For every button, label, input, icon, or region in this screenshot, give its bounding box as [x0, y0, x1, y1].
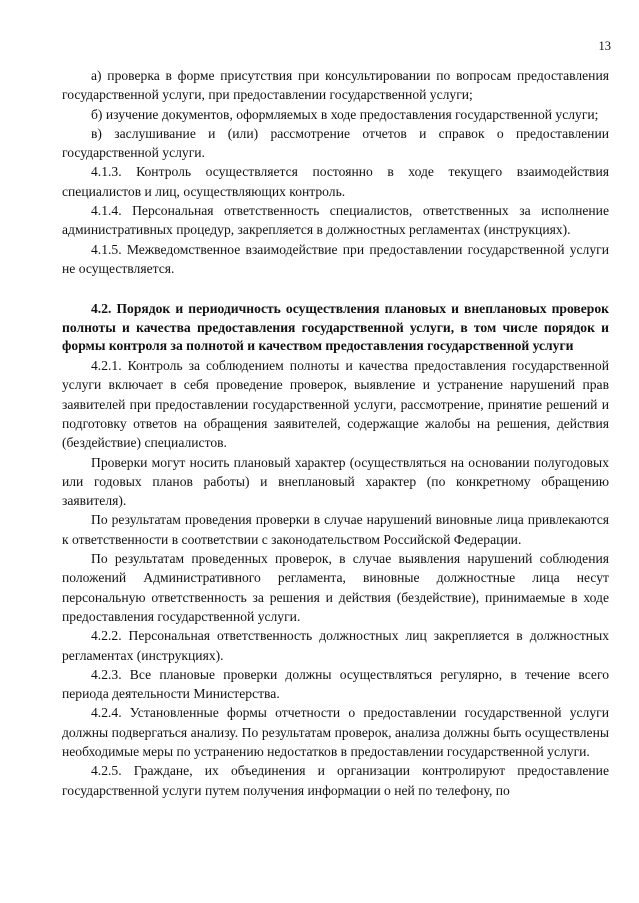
paragraph-4-2-3: 4.2.3. Все плановые проверки должны осуществляться регулярно, в течение всего периода деятельности Министерства.	[62, 666, 609, 702]
paragraph-4-2-2: 4.2.2. Персональная ответственность должностных лиц закрепляется в должностных регламентах (инструкциях).	[62, 628, 609, 663]
paragraph-item-c: в) заслушивание и (или) рассмотрение отчетов и справок о предоставлении государственной услуги.	[62, 125, 609, 161]
section-heading-4-2: 4.2. Порядок и периодичность осуществления плановых и внеплановых проверок полноты и качества предоставления государственной услуги, в том числе порядок и формы контроля за полнотой и качеством предоставления государственной услуги	[62, 301, 609, 354]
paragraph-item-a: а) проверка в форме присутствия при консультировании по вопросам предоставления государственной услуги, при предоставлении государственной услуги;	[62, 68, 609, 103]
paragraph-inspections-type: Проверки могут носить плановый характер (осуществляться на основании полугодовых или годовых планов работы) и внеплановый характер (по конкретному обращению заявителя).	[62, 454, 609, 509]
page-number: 13	[598, 39, 611, 53]
paragraph-4-1-5: 4.1.5. Межведомственное взаимодействие при предоставлении государственной услуги не осуществляется.	[62, 241, 609, 276]
paragraph-4-2-4: 4.2.4. Установленные формы отчетности о предоставлении государственной услуги должны подвергаться анализу. По результатам проверок, анализа должны быть осуществлены необходимые меры по устранению недостатков в предоставлении государственной услуги.	[62, 705, 609, 759]
paragraph-personal-responsibility: По результатам проведенных проверок, в случае выявления нарушений соблюдения положений Административного регламента, виновные должностные лица несут персональную ответственность за решения и действия (бездействие), принимаемые в ходе предоставления государственной услуги.	[62, 551, 609, 624]
paragraph-4-1-3: 4.1.3. Контроль осуществляется постоянно в ходе текущего взаимодействия специалистов и лиц, осуществляющих контроль.	[62, 164, 609, 199]
paragraph-item-b: б) изучение документов, оформляемых в ходе предоставления государственной услуги;	[91, 106, 599, 122]
paragraph-liability: По результатам проведения проверки в случае нарушений виновные лица привлекаются к ответственности в соответствии с законодательством Российской Федерации.	[62, 512, 609, 547]
paragraph-4-1-4: 4.1.4. Персональная ответственность специалистов, ответственных за исполнение административных процедур, закрепляется в должностных регламентах (инструкциях).	[62, 203, 609, 238]
paragraph-4-2-5: 4.2.5. Граждане, их объединения и организации контролируют предоставление государственной услуги путем получения информации о ней по телефону, по	[62, 763, 609, 798]
paragraph-4-2-1: 4.2.1. Контроль за соблюдением полноты и качества предоставления государственной услуги включает в себя проведение проверок, выявление и устранение нарушений прав заявителей при предоставлении государственной услуги, рассмотрение, принятие решений и подготовку ответов на обращения заявителей, содержащие жалобы на решения, действия (бездействие) специалистов.	[62, 358, 609, 451]
document-body	[62, 66, 609, 800]
